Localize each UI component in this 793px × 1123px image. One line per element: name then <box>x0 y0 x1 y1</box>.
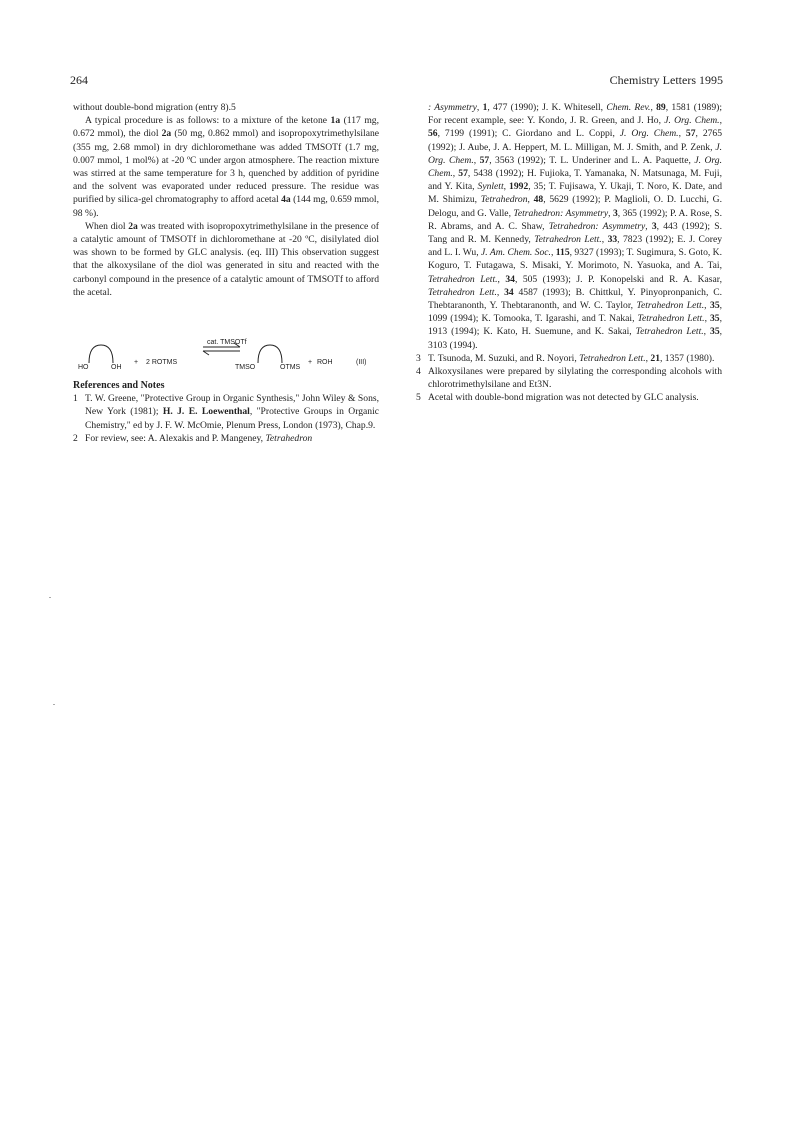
label-ho: HO <box>78 364 89 372</box>
text-run: , <box>719 115 722 127</box>
label-tmso: TMSO <box>235 364 256 372</box>
label-reagent: 2 ROTMS <box>146 359 178 367</box>
text-run: Alkoxysilanes were prepared by silylating the corresponding alcohols with chlorotrimethylsilane and Et3N. <box>428 366 722 391</box>
reference-number: 1 <box>73 393 78 405</box>
reference-text <box>85 392 379 432</box>
text-run: , 35; T. Fujisawa, Y. Ukaji, T. Noro, K. Date, and M. Shimizu, <box>428 181 722 206</box>
bold-text: 21 <box>650 352 660 364</box>
text-run: , 3563 (1992); T. L. Underiner and L. A. Paquette, <box>489 154 695 166</box>
reference-number: 4 <box>416 366 421 378</box>
bold-text: 48 <box>533 194 544 206</box>
scan-speck <box>53 704 55 705</box>
text-run: , <box>452 168 459 180</box>
italic-text: Tetrahedron <box>480 194 528 206</box>
italic-text: Chem. Rev. <box>606 102 651 113</box>
text-run: , 5629 (1992); P. Maglioli, O. D. Lucchi, G. Delogu, and G. Valle, <box>428 194 722 219</box>
bold-text: 4a <box>281 194 291 206</box>
label-roh: ROH <box>317 359 333 367</box>
text-run: , <box>645 220 652 232</box>
text-run: T. W. Greene, "Protective Group in Organic Synthesis," John Wiley & Sons, New York (1981); <box>85 393 379 418</box>
bold-text: 35 <box>710 313 720 325</box>
reference-number: 2 <box>73 432 78 444</box>
diol-arc <box>89 345 113 363</box>
paragraph-intro: without double-bond migration (entry 8).5 <box>73 102 236 113</box>
text-run: , 505 (1993); J. P. Konopelski and R. A. Kasar, <box>514 273 722 285</box>
italic-text: Tetrahedron Lett. <box>636 300 705 312</box>
journal-title: Chemistry Letters 1995 <box>609 73 723 87</box>
text-run: , 365 (1992); P. A. Rose, S. R. Abrams, and A. C. Shaw, <box>428 207 722 232</box>
reaction-scheme-iii <box>73 311 379 373</box>
reverse-arrow-head <box>203 351 209 355</box>
text-run: 4587 (1993); B. Chittkul, Y. Pinyopronpanich, C. Thebtaranonth, Y. Thebtaranonth, and W. C. Taylor, <box>428 286 722 312</box>
italic-text: Tetrahedron: Asymmetry <box>513 207 609 219</box>
italic-text: : Asymmetry <box>428 102 477 113</box>
text-run: , 7823 (1992); E. J. Corey and L. I. Wu, <box>428 234 723 259</box>
italic-text: Tetrahedron: Asymmetry <box>548 220 646 232</box>
reference-item <box>73 432 379 445</box>
reference-item <box>416 365 722 391</box>
text-run: (50 mg, 0.862 mmol) and isopropoxytrimethylsilane (355 mg, 2.68 mmol) in dry dichloromethane was added TMSOTf (1.7 mg, 0.007 mmol, 1 mol%) at -20 ºC under argon atmosphere. The reaction mixture was stirred at the same temperature for 3 h, quenched by addition of pyridine and the solvent was evaporated under reduced pressure. The residue was purified by silica-gel chromatography to afford acetal <box>73 128 380 206</box>
bold-text: 57 <box>685 128 696 140</box>
italic-text: J. Org. Chem. <box>619 128 679 140</box>
text-run: , 1581 (1989); For recent example, see: Y. Kondo, J. R. Green, and J. Ho, <box>428 102 723 127</box>
italic-text: Tetrahedron Lett. <box>635 326 704 338</box>
text-run: , <box>704 300 711 312</box>
text-run: , <box>476 102 483 113</box>
text-run: When diol <box>85 220 129 232</box>
text-run: , 1099 (1994); K. Tomooka, T. Igarashi, and T. Nakai, <box>428 300 723 325</box>
italic-text: Tetrahedron Lett. <box>637 313 705 325</box>
bold-text: 34 <box>505 273 515 285</box>
italic-text: J. Am. Chem. Soc. <box>481 247 551 259</box>
bold-text: 57 <box>458 168 468 180</box>
bold-text: 1 <box>482 102 488 113</box>
text-run: , <box>497 273 506 285</box>
bold-text: H. J. E. Loewenthal <box>162 406 250 418</box>
reference-text <box>85 432 379 445</box>
reference-number: 3 <box>416 352 421 364</box>
scan-speck <box>49 597 51 598</box>
right-column <box>416 101 722 405</box>
references-list-left <box>73 392 379 445</box>
reference-number: 5 <box>416 392 421 404</box>
text-run: A typical procedure is as follows: to a mixture of the ketone <box>85 115 331 127</box>
bold-text: 3 <box>612 207 618 219</box>
text-run: , <box>496 286 505 298</box>
text-run: For review, see: A. Alexakis and P. Mangeney, <box>85 432 266 444</box>
paragraph-typical-procedure <box>73 114 379 220</box>
text-run: , <box>645 352 651 364</box>
text-run: , <box>650 102 657 113</box>
text-run: (144 mg, 0.659 mmol, 98 %). <box>73 194 379 219</box>
italic-text: J. Org. Chem. <box>428 154 722 180</box>
label-plus-1: + <box>134 359 139 367</box>
reference-item <box>416 391 722 404</box>
italic-text: J. Org. Chem. <box>664 115 720 127</box>
reference-2-continued <box>416 101 722 352</box>
bold-text: 2a <box>128 220 138 232</box>
left-column <box>73 101 379 445</box>
text-run: , 7199 (1991); C. Giordano and L. Coppi, <box>437 128 620 140</box>
label-catalyst: cat. TMSOTf <box>207 339 247 347</box>
reference-text <box>428 352 722 365</box>
text-run: , 1913 (1994); K. Kato, H. Suemune, and K. Sakai, <box>428 313 722 338</box>
italic-text: Tetrahedron Lett. <box>534 234 602 246</box>
text-run: was treated with isopropoxytrimethylsilane in the presence of a catalytic amount of TMSOTf in dichloromethane at -20 ºC, disilylated diol was shown to be formed by GLC analysis. (eq. III) This observation suggest that the alkoxysilane of the diol was generated in situ and reacted with the carbonyl compound in the presence of a catalytic amount of TMSOTf to afford the acetal. <box>73 220 379 298</box>
references-heading: References and Notes <box>73 380 165 392</box>
text-run: , "Protective Groups in Organic Chemistry," ed by J. F. W. McOmie, Plenum Press, London (1973), Chap.9. <box>85 406 379 431</box>
label-oh: OH <box>111 364 122 372</box>
text-run: , <box>601 234 608 246</box>
references-list-right <box>416 352 722 405</box>
bold-text: 3 <box>651 220 657 232</box>
italic-text: Tetrahedron Lett. <box>428 286 497 298</box>
reference-number-blank <box>416 101 428 352</box>
text-run: , 3103 (1994). <box>428 326 723 351</box>
text-run: , 2765 (1992); J. Aube, J. A. Heppert, M. L. Milligan, M. J. Smith, and P. Zenk, <box>428 128 723 153</box>
reference-text <box>428 391 722 404</box>
page-header <box>70 73 723 91</box>
italic-text: Tetrahedron Lett. <box>428 273 498 285</box>
silyl-diol-arc <box>258 345 282 363</box>
italic-text: Tetrahedron Lett. <box>579 352 646 364</box>
text-run: T. Tsunoda, M. Suzuki, and R. Noyori, <box>428 352 580 364</box>
text-run: , 443 (1992); S. Tang and R. M. Kennedy, <box>428 220 722 246</box>
text-run: , <box>503 181 510 193</box>
reference-item <box>416 352 722 365</box>
bold-text: 35 <box>710 300 720 312</box>
page-number: 264 <box>70 73 88 87</box>
text-run: , <box>704 313 710 325</box>
text-run: , 477 (1990); J. K. Whitesell, <box>487 102 607 113</box>
bold-text: 89 <box>656 102 666 113</box>
label-plus-2: + <box>308 359 313 367</box>
text-run: , <box>608 207 613 219</box>
reference-text <box>428 101 722 352</box>
text-run: , <box>527 194 534 206</box>
paragraph-observation <box>73 220 379 299</box>
bold-text: 115 <box>555 247 570 259</box>
bold-text: 33 <box>607 234 618 246</box>
text-run: , 1357 (1980). <box>659 352 715 364</box>
bold-text: 2a <box>161 128 172 140</box>
text-run: Acetal with double-bond migration was not detected by GLC analysis. <box>428 392 699 404</box>
bold-text: 1a <box>330 115 341 127</box>
reference-text <box>428 365 722 391</box>
italic-text: J. Org. Chem. <box>428 141 722 166</box>
bold-text: 56 <box>428 128 438 140</box>
text-run: , <box>473 154 480 166</box>
label-otms: OTMS <box>280 364 301 372</box>
bold-text: 35 <box>710 326 720 338</box>
text-run: , 5438 (1992); H. Fujioka, T. Yamanaka, N. Matsunaga, M. Fuji, and Y. Kita, <box>428 168 722 193</box>
label-equation-number: (III) <box>356 359 367 367</box>
text-run: , <box>678 128 686 140</box>
bold-text: 34 <box>504 286 514 298</box>
italic-text: Synlett <box>477 181 504 193</box>
bold-text: 1992 <box>509 181 529 193</box>
text-run: , <box>550 247 556 259</box>
text-run: , 9327 (1993); T. Sugimura, S. Goto, K. Koguro, T. Futagawa, S. Misaki, Y. Morimoto, N. Yasuoka, and A. Tai, <box>428 247 723 272</box>
bold-text: 57 <box>479 154 490 166</box>
italic-text: Tetrahedron <box>265 432 313 444</box>
text-run: (117 mg, 0.672 mmol), the diol <box>73 115 379 140</box>
text-run: , <box>703 326 711 338</box>
reference-item <box>73 392 379 432</box>
